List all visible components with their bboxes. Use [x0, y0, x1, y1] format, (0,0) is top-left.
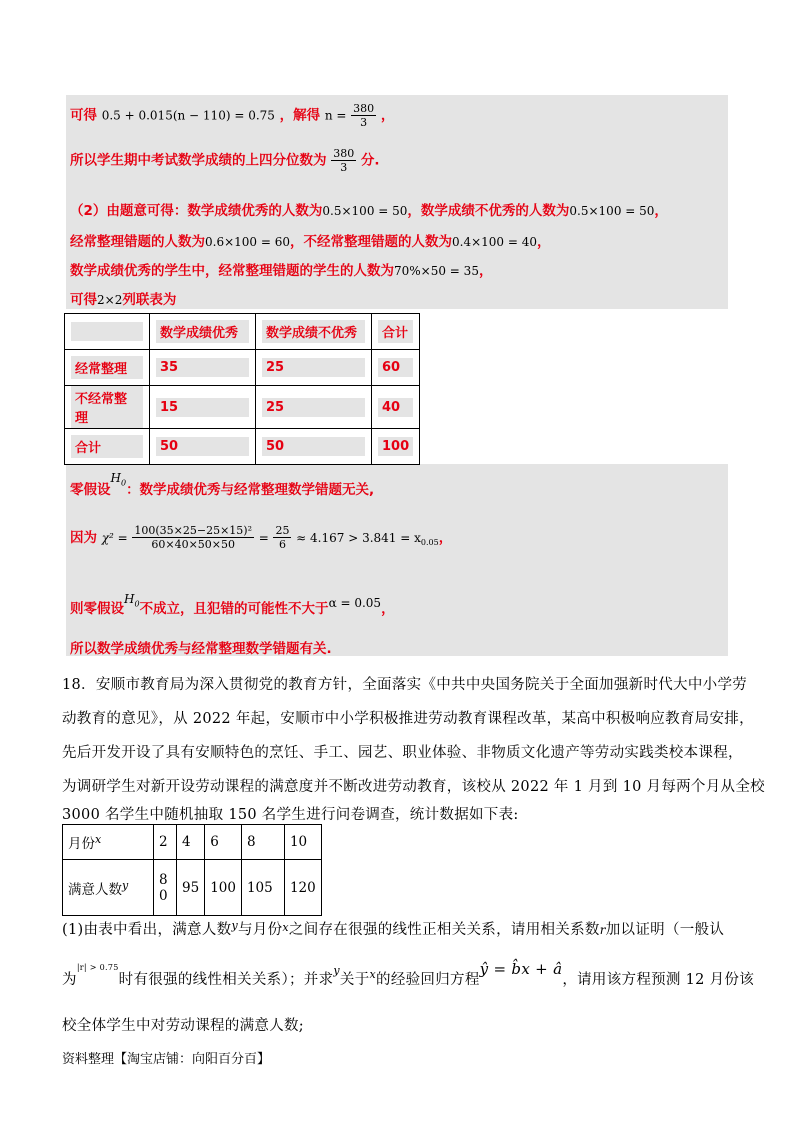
chi-square-line: 因为 χ² = $\frac{\text{100(35×25−25×15)²}}{60\times 40\times 50\times 50}$ = $\frac{25}{6}$ ≈ $4.167 > 3.841 = x_{0.05}$，: [70, 524, 453, 551]
solution-line-4: 经常整理错题的人数为0.6×100 = 60，不经常整理错题的人数为0.4×100 = 40，: [70, 234, 551, 250]
table-row-month: 月份$^x$ 2 4 6 8 10: [63, 825, 322, 860]
solution-line-1: 可得 0.5 + 0.015(n − 110) = 0.75 ，解得 n = $\frac{380}{3}$ ，: [70, 102, 395, 129]
h0-symbol: $H_0$: [110, 471, 127, 488]
problem18-line-3: 先后开发开设了具有安顺特色的烹饪、手工、园艺、职业体验、非物质文化遗产等劳动实践类校本课程，: [62, 745, 743, 761]
chi-fraction: $\frac{\text{100(35×25−25×15)²}}{60\times 40\times 50\times 50}$: [134, 524, 252, 551]
conclusion-line: 所以数学成绩优秀与经常整理数学错题有关.: [70, 641, 332, 657]
problem18-line-4: 为调研学生对新开设劳动课程的满意度并不断改进劳动教育，该校从 2022 年 1 月到 10 月每两个月从全校: [62, 779, 765, 795]
table-row: 经常整理 35 25 60: [65, 350, 420, 386]
chi-fraction-2: $\frac{25}{6}$: [275, 524, 290, 551]
table-row: 合计 50 50 100: [65, 429, 420, 465]
reject-line: 则零假设$H_0$不成立，且犯错的可能性不大于α = 0.05，: [70, 592, 395, 617]
solution-line-5: 数学成绩优秀的学生中，经常整理错题的学生的人数为70%×50 = 35，: [70, 263, 493, 279]
survey-table: [62, 824, 322, 916]
solution-line-6: 可得2×2列联表为: [70, 292, 177, 308]
solution-line-2: 所以学生期中考试数学成绩的上四分位数为 $\frac{380}{3}$ 分.: [70, 147, 380, 174]
problem18-line-1: 18．安顺市教育局为深入贯彻党的教育方针，全面落实《中共中央国务院关于全面加强新时代大中小学劳: [62, 677, 748, 693]
null-hypothesis-line: 零假设$H_0$：数学成绩优秀与经常整理数学错题无关,: [70, 471, 375, 498]
table-row: 不经常整理 15 25 40: [65, 386, 420, 429]
table-header-row: 数学成绩优秀 数学成绩不优秀 合计: [65, 314, 420, 350]
fraction-n: $\frac{380}{3}$: [353, 102, 375, 129]
h0-symbol-2: $H_0$: [124, 592, 140, 609]
question1-line-1: (1)由表中看出，满意人数$^y$与月份$^x$之间存在很强的线性正相关关系，请用相关系数r加以证明（一般认: [62, 919, 725, 938]
fraction-quartile: $\frac{380}{3}$: [333, 147, 355, 174]
footer-source: 资料整理【淘宝店铺：向阳百分百】: [62, 1052, 271, 1067]
table-row-satisfied: 满意人数$^y$ 8 0 95 100 105 120: [63, 860, 322, 916]
contingency-table: [64, 313, 420, 465]
question1-line-3: 校全体学生中对劳动课程的满意人数;: [62, 1018, 304, 1034]
solution-line-3: （2）由题意可得：数学成绩优秀的人数为0.5×100 = 50，数学成绩不优秀的人数为0.5×100 = 50，: [70, 203, 668, 219]
question1-line-2: 为$^{|r| > 0.75}$时有很强的线性相关关系）；并求$^y$关于$^x$的经验回归方程ŷ = b̂x + â，请用该方程预测 12 月份该: [62, 960, 754, 988]
problem18-line-2: 动教育的意见》，从 2022 年起，安顺市中小学积极推进劳动教育课程改革，某高中积极响应教育局安排，: [62, 711, 754, 727]
problem18-line-5: 3000 名学生中随机抽取 150 名学生进行问卷调查，统计数据如下表:: [62, 807, 519, 823]
